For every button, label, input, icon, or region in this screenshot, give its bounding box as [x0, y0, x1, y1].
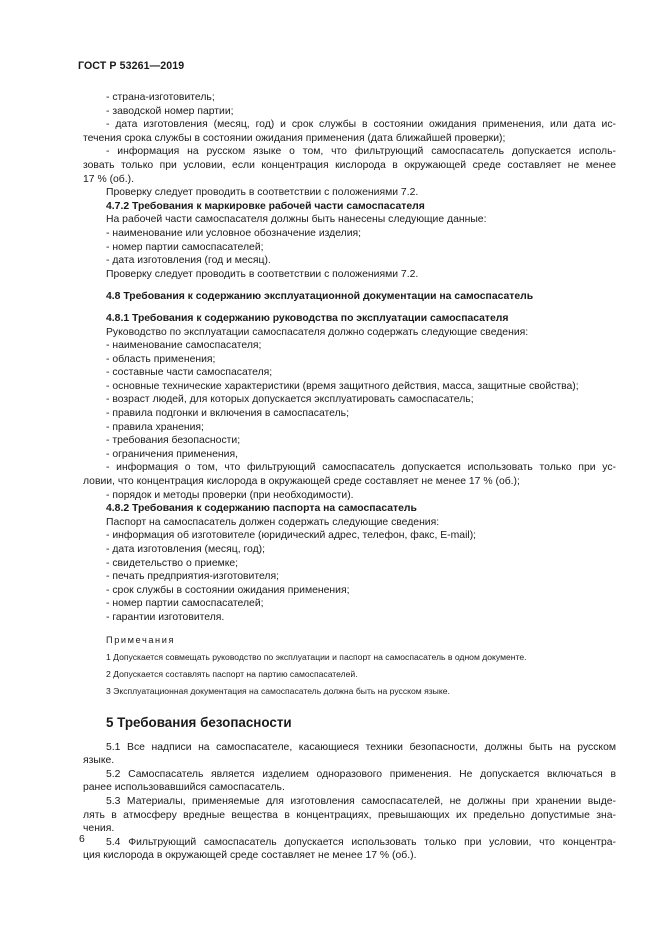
- paragraph: Паспорт на самоспасатель должен содержать следующие сведения:: [106, 516, 440, 528]
- list-item-continuation: зовать только при условии, если концентрация кислорода в окружающей среде составляет не менее: [83, 159, 616, 171]
- paragraph: 5.3 Материалы, применяемые для изготовления самоспасателей, не должны при хранении выде-: [106, 795, 616, 807]
- list-item: - номер партии самоспасателей;: [106, 598, 264, 610]
- paragraph: Руководство по эксплуатации самоспасателя должно содержать следующие сведения:: [106, 326, 529, 338]
- list-item: - информация на русском языке о том, что фильтрующий самоспасатель допускается исполь-: [106, 146, 616, 158]
- paragraph: 5.4 Фильтрующий самоспасатель допускается использовать только при условии, что концентра-: [106, 836, 616, 848]
- paragraph-continuation: ранее использовавшийся самоспасатель.: [83, 782, 285, 794]
- list-item: - срок службы в состоянии ожидания применения;: [106, 584, 350, 596]
- document-body: [83, 91, 616, 863]
- paragraph: 5.1 Все надписи на самоспасателе, касающиеся техники безопасности, должны быть на русском: [106, 741, 616, 753]
- paragraph: Проверку следует проводить в соответствии с положениями 7.2.: [106, 268, 419, 280]
- list-item: - свидетельство о приемке;: [106, 557, 239, 569]
- list-item-continuation: течения срока службы в состоянии ожидания применения (дата ближайшей проверки);: [83, 132, 506, 144]
- document-header: ГОСТ Р 53261—2019: [78, 60, 185, 72]
- paragraph-continuation: языке.: [83, 755, 115, 767]
- list-item: - правила подгонки и включения в самоспасатель;: [106, 408, 349, 420]
- list-item: - наименование или условное обозначение изделия;: [106, 227, 362, 239]
- subsection-heading-4-8-2: 4.8.2 Требования к содержанию паспорта на самоспасатель: [106, 503, 417, 515]
- page-number: 6: [79, 834, 85, 845]
- list-item: - возраст людей, для которых допускается эксплуатировать самоспасатель;: [106, 394, 474, 406]
- paragraph: Проверку следует проводить в соответствии с положениями 7.2.: [106, 187, 419, 199]
- list-item: - печать предприятия-изготовителя;: [106, 571, 280, 583]
- list-item: - информация об изготовителе (юридический адрес, телефон, факс, E-mail);: [106, 530, 477, 542]
- list-item: - дата изготовления (месяц, год);: [106, 544, 265, 555]
- notes-title: Примечания: [106, 634, 176, 645]
- list-item-continuation: 17 % (об.).: [83, 173, 134, 185]
- paragraph: 5.2 Самоспасатель является изделием одноразового применения. Не допускается включаться в: [106, 768, 616, 780]
- subsection-heading-4-7-2: 4.7.2 Требования к маркировке рабочей части самоспасателя: [106, 200, 425, 212]
- list-item-continuation: ловии, что концентрация кислорода в окружающей среде составляет не менее 17 % (об.);: [83, 476, 520, 488]
- list-item: - заводской номер партии;: [106, 105, 234, 117]
- section-heading-4-8: 4.8 Требования к содержанию эксплуатационной документации на самоспасатель: [106, 291, 534, 303]
- list-item: - наименование самоспасателя;: [106, 340, 262, 352]
- list-item: - дата изготовления (месяц, год) и срок службы в состоянии ожидания применения, или дата ис-: [106, 119, 616, 131]
- paragraph-continuation: ция кислорода в окружающей среде составляет не менее 17 % (об.).: [83, 850, 417, 862]
- list-item: - порядок и методы проверки (при необходимости).: [106, 489, 354, 501]
- paragraph-continuation: лять в атмосферу вредные вещества в концентрациях, превышающих их предельно допустимые зна-: [83, 809, 616, 821]
- list-item: - основные технические характеристики (время защитного действия, масса, защитные свойства);: [106, 380, 579, 392]
- section-heading-5: 5 Требования безопасности: [106, 714, 292, 730]
- list-item: - ограничения применения,: [106, 448, 238, 460]
- note-item: 2 Допускается составлять паспорт на партию самоспасателей.: [106, 668, 358, 679]
- list-item: - информация о том, что фильтрующий самоспасатель допускается использовать только при ус-: [106, 462, 616, 474]
- note-item: 3 Эксплуатационная документация на самоспасатель должна быть на русском языке.: [106, 685, 450, 696]
- list-item: - гарантии изготовителя.: [106, 611, 225, 623]
- list-item: - правила хранения;: [106, 421, 204, 433]
- subsection-heading-4-8-1: 4.8.1 Требования к содержанию руководства по эксплуатации самоспасателя: [106, 312, 509, 324]
- list-item: - область применения;: [106, 353, 216, 365]
- list-item: - составные части самоспасателя;: [106, 367, 273, 379]
- list-item: - требования безопасности;: [106, 435, 241, 447]
- paragraph-continuation: чения.: [83, 823, 115, 835]
- note-item: 1 Допускается совмещать руководство по эксплуатации и паспорт на самоспасатель в одном документе.: [106, 651, 527, 662]
- list-item: - дата изготовления (год и месяц).: [106, 255, 271, 267]
- list-item: - страна-изготовитель;: [106, 92, 215, 103]
- list-item: - номер партии самоспасателей;: [106, 241, 264, 253]
- paragraph: На рабочей части самоспасателя должны быть нанесены следующие данные:: [106, 214, 487, 226]
